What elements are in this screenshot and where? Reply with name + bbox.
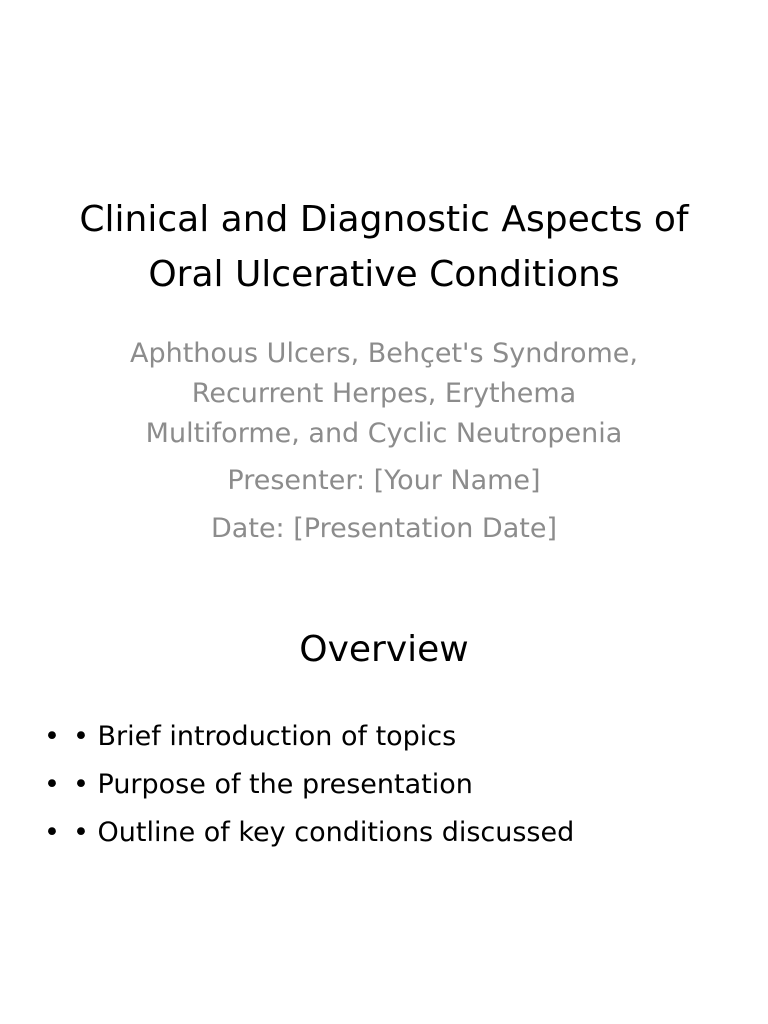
subtitle-topics-line-2: Recurrent Herpes, Erythema [191, 378, 577, 409]
list-item [40, 810, 728, 858]
overview-heading: Overview [299, 629, 469, 670]
overview-bullet-list [40, 714, 728, 858]
date-line: Date: [Presentation Date] [211, 513, 557, 544]
list-item-text: • Purpose of the presentation [73, 769, 473, 800]
list-item-text: • Brief introduction of topics [73, 721, 457, 752]
subtitle-topics-line-3: Multiforme, and Cyclic Neutropenia [145, 418, 623, 449]
bullet-mark: • [44, 721, 60, 752]
slide-title-line-2: Oral Ulcerative Conditions [148, 254, 620, 295]
subtitle-topics-line-1: Aphthous Ulcers, Behçet's Syndrome, [129, 338, 638, 369]
slide-title [40, 192, 728, 302]
presenter-line: Presenter: [Your Name] [227, 465, 541, 496]
subtitle-topics [100, 334, 668, 454]
list-item [40, 714, 728, 762]
bullet-mark: • [44, 817, 60, 848]
slide-title-line-1: Clinical and Diagnostic Aspects of [79, 199, 689, 240]
list-item [40, 762, 728, 810]
bullet-mark: • [44, 769, 60, 800]
list-item-text: • Outline of key conditions discussed [73, 817, 575, 848]
slide-subtitle [100, 334, 668, 549]
